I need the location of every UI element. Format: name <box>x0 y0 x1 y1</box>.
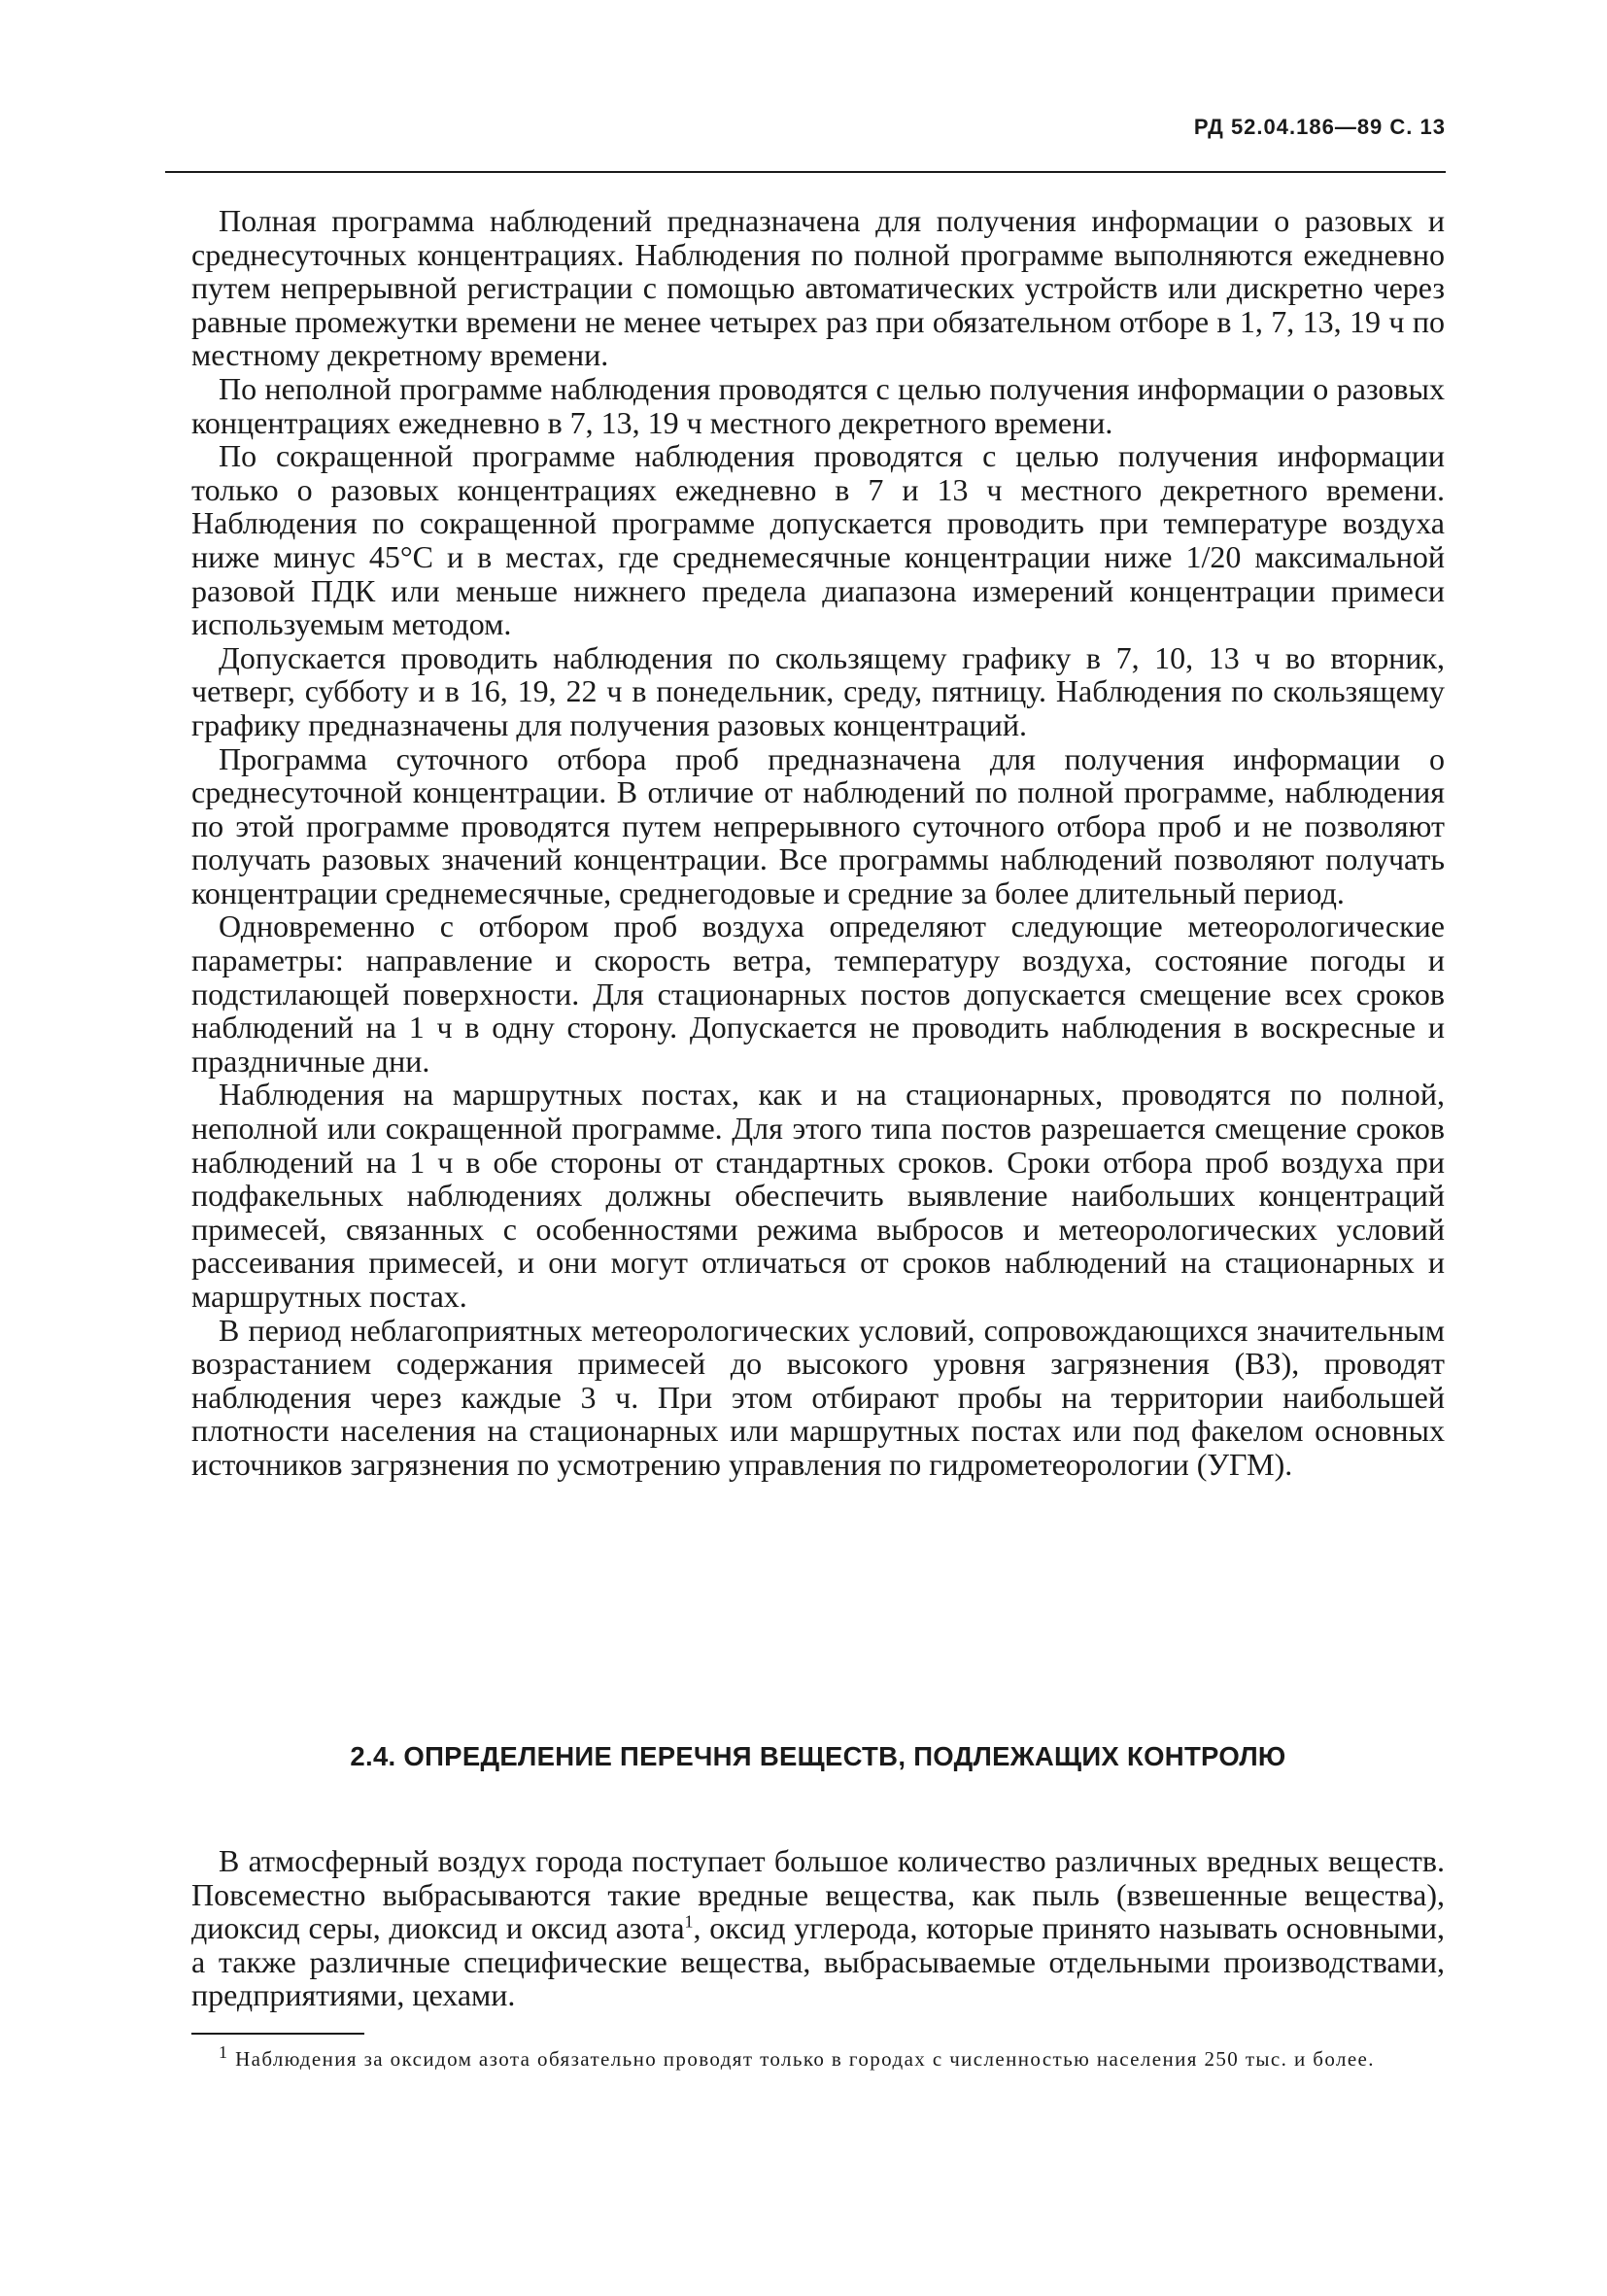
paragraph-sliding-schedule: Допускается проводить наблюдения по скользящему графику в 7, 10, 13 ч во вторник, четверг, субботу и в 16, 19, 22 ч в понедельник, среду, пятницу. Наблюдения по скользящему графику предназначены для получения разовых концентраций. <box>191 639 1445 742</box>
paragraph-meteo-parameters: Одновременно с отбором проб воздуха определяют следующие метеорологические параметры: направление и скорость ветра, температуру воздуха, состояние погоды и подстилающей поверхности. Для стационарных постов допускается смещение всех сроков наблюдений на 1 ч в одну сторону. Допускается не проводить наблюдения в воскресные и праздничные дни. <box>191 908 1445 1079</box>
paragraph-unfavorable-conditions: В период неблагоприятных метеорологических условий, сопровождающихся значительным возрастанием содержания примесей до высокого уровня загрязнения (ВЗ), проводят наблюдения через каждые 3 ч. При этом отбирают пробы на территории наибольшей плотности населения на стационарных или маршрутных постах или под факелом основных источников загрязнения по усмотрению управления по гидрометеорологии (УГМ). <box>191 1312 1445 1482</box>
footnote <box>191 2042 1445 2072</box>
footnote-rule <box>191 2033 364 2035</box>
paragraph-reduced-program: По сокращенной программе наблюдения проводятся с целью получения информации только о разовых концентрациях ежедневно в 7 и 13 ч местного декретного времени. Наблюдения по сокращенной программе допускается проводить при температуре воздуха ниже минус 45°С и в местах, где среднемесячные концентрации ниже 1/20 максимальной разовой ПДК или меньше нижнего предела диапазона измерений концентрации примеси используемым методом. <box>191 438 1445 642</box>
paragraph-route-posts: Наблюдения на маршрутных постах, как и на стационарных, проводятся по полной, неполной или сокращенной программе. Для этого типа постов разрешается смещение сроков наблюдений на 1 ч в обе стороны от стандартных сроков. Сроки отбора проб воздуха при подфакельных наблюдениях должны обеспечить выявление наибольших концентраций примесей, связанных с особенностями режима выбросов и метеорологических условий рассеивания примесей, и они могут отличаться от сроков наблюдений на стационарных и маршрутных постах. <box>191 1077 1445 1314</box>
footnote-text: Наблюдения за оксидом азота обязательно проводят только в городах с численностью населения 250 тыс. и более. <box>235 2047 1375 2071</box>
paragraph-substances <box>191 1844 1445 2012</box>
footnote-marker: 1 <box>219 2042 229 2062</box>
main-text <box>191 204 1445 1482</box>
header-rule <box>165 171 1446 173</box>
paragraph-substances-part2: , оксид углерода, которые принято называть основными, а также различные специфические вещества, выбрасываемые отдельными производствами, предприятиями, цехами. <box>191 1910 1446 2013</box>
section-heading: 2.4. ОПРЕДЕЛЕНИЕ ПЕРЕЧНЯ ВЕЩЕСТВ, ПОДЛЕЖАЩИХ КОНТРОЛЮ <box>350 1741 1286 1771</box>
section-text <box>191 1844 1445 2012</box>
paragraph-partial-program: По неполной программе наблюдения проводятся с целью получения информации о разовых концентрациях ежедневно в 7, 13, 19 ч местного декретного времени. <box>191 370 1445 440</box>
paragraph-full-program: Полная программа наблюдений предназначена для получения информации о разовых и среднесуточных концентрациях. Наблюдения по полной программе выполняются ежедневно путем непрерывной регистрации с помощью автоматических устройств или дискретно через равные промежутки времени не менее четырех раз при обязательном отборе в 1, 7, 13, 19 ч по местному декретному времени. <box>191 203 1445 373</box>
running-head: РД 52.04.186—89 С. 13 <box>1193 115 1446 139</box>
paragraph-daily-sampling: Программа суточного отбора проб предназначена для получения информации о среднесуточной концентрации. В отличие от наблюдений по полной программе, наблюдения по этой программе проводятся путем непрерывного суточного отбора проб и не позволяют получать разовых значений концентрации. Все программы наблюдений позволяют получать концентрации среднемесячные, среднегодовые и средние за более длительный период. <box>191 740 1445 910</box>
footnote-reference[interactable]: 1 <box>684 1911 694 1932</box>
paragraph-substances-part1: В атмосферный воздух города поступает большое количество различных вредных веществ. Повсеместно выбрасываются такие вредные вещества, как пыль (взвешенные вещества), диоксид серы, диоксид и оксид азота <box>191 1843 1445 1946</box>
